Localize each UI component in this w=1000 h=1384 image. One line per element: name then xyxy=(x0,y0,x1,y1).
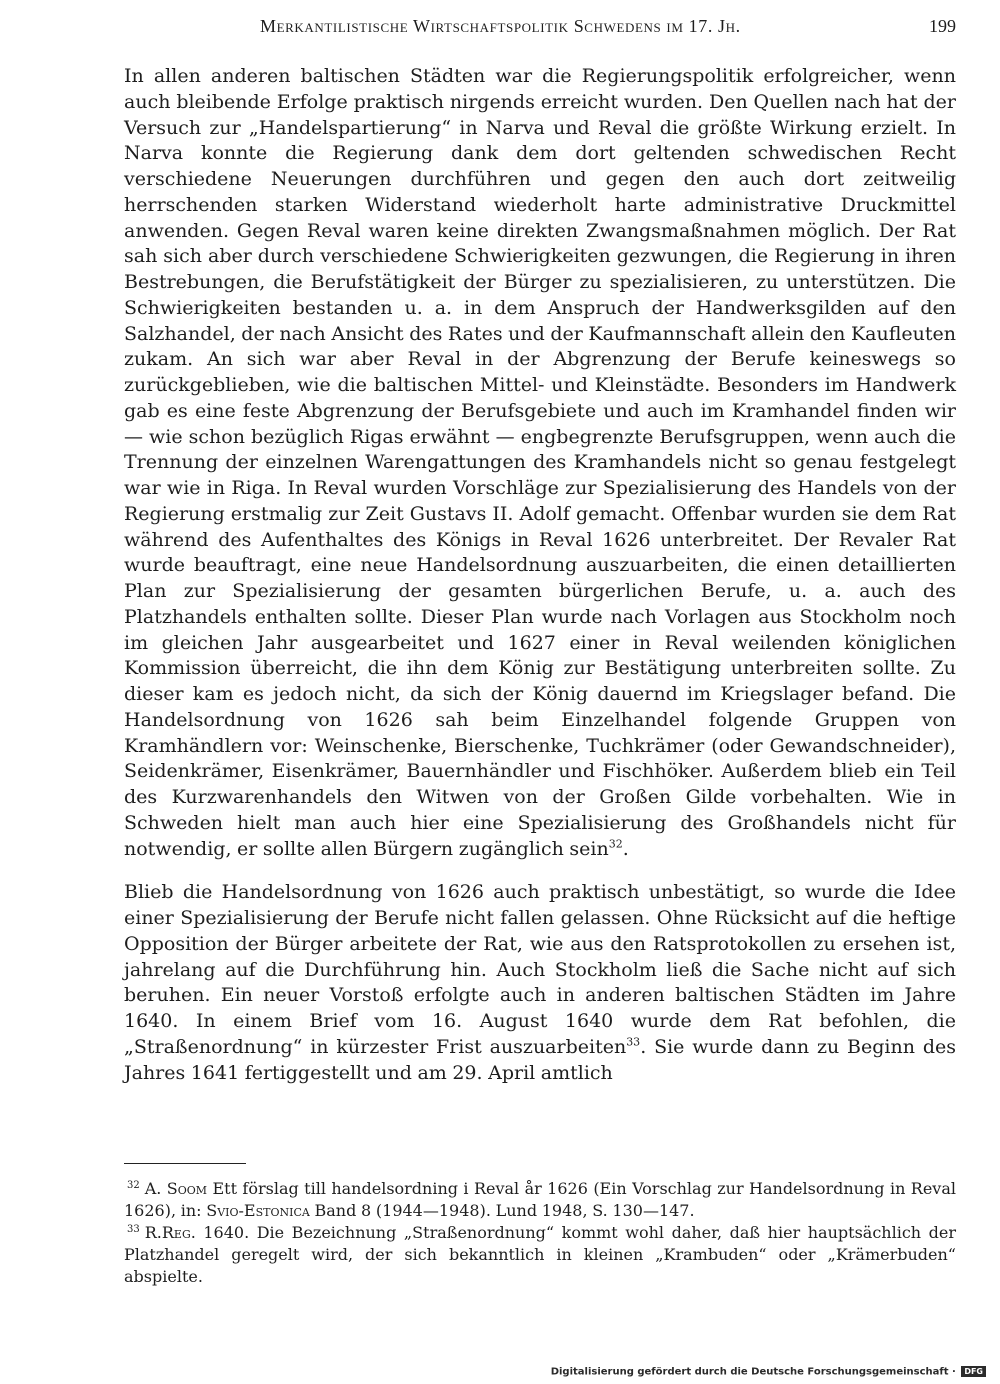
paragraph-2-text-b: Sie wurde dann zu Beginn des Jahres 1641 fertiggestellt und am 29. April amtlich xyxy=(124,1035,956,1084)
footnote-33 xyxy=(124,1222,956,1288)
footnote-divider xyxy=(124,1163,246,1164)
footnote-text: 1640. Die Bezeichnung „Straßenordnung“ kommt wohl daher, daß hier hauptsächlich der Platzhandel geregelt wird, der sich bekanntlich in kleinen „Krambuden“ oder „Krämerbuden“ abspielte. xyxy=(124,1223,956,1286)
footnote-number: 32 xyxy=(127,1179,140,1191)
paragraph-2: Blieb die Handelsordnung von 1626 auch praktisch unbestätigt, so wurde die Idee einer Spezialisierung der Berufe nicht fallen gelassen. Ohne Rücksicht auf die heftige Opposition der Bürger arbeitete der Rat, wie aus den Ratsprotokollen zu ersehen ist, jahrelang auf die Durchführung hin. Auch Stockholm ließ die Sache nicht auf sich beruhen. Ein neuer Vorstoß erfolgte auch in anderen baltischen Städten im Jahre 1640. In einem Brief vom 16. August 1640 wurde dem Rat befohlen, die „Straßenordnung“ in kürzester Frist auszuarbeiten$^{33}$. Sie wurde dann zu Beginn des Jahres 1641 fertiggestellt und am 29. April amtlich xyxy=(124,881,956,1084)
footnote-32 xyxy=(124,1178,956,1222)
footnote-series: Svio-Estonica xyxy=(206,1201,310,1220)
digitization-credit xyxy=(551,1366,986,1378)
paragraph-1-text: In allen anderen baltischen Städten war die Regierungspolitik erfolgreicher, wenn auch bleibende Erfolge praktisch nirgends erreicht wurden. Den Quellen nach hat der Versuch zur „Handelspartierung“ in Narva und Reval die größte Wirkung erzielt. In Narva konnte die Regierung dank dem dort geltenden schwedischen Recht verschiedene Neuerungen durchführen und gegen den auch dort zeitweilig herrschenden starken Widerstand wiederholt harte administrative Druckmittel anwenden. Gegen Reval waren keine direkten Zwangsmaßnahmen möglich. Der Rat sah sich aber durch verschiedene Schwierigkeiten gezwungen, die Regierung in ihren Bestrebungen, die Berufstätigkeit der Bürger zu spezialisieren, zu unterstützen. Die Schwierigkeiten bestanden u. a. in dem Anspruch der Handwerksgilden auf den Salzhandel, der nach Ansicht des Rates und der Kaufmannschaft allein den Kaufleuten zukam. An sich war aber Reval in der Abgrenzung der Berufe keineswegs so zurückgeblieben, wie die baltischen Mittel- und Kleinstädte. Besonders im Handwerk gab es eine feste Abgrenzung der Berufsgebiete und auch im Kramhandel finden wir — wie schon bezüglich Rigas erwähnt — engbegrenzte Berufsgruppen, wenn auch die Trennung der einzelnen Warengattungen des Kramhandels nicht so genau festgelegt war wie in Riga. In Reval wurden Vorschläge zur Spezialisierung des Handels von der Regierung erstmalig zur Zeit Gustavs II. Adolf gemacht. Offenbar wurden sie dem Rat während des Aufenthaltes des Königs in Reval 1626 unterbreitet. Der Revaler Rat wurde beauftragt, eine neue Handelsordnung auszuarbeiten, die einen detaillierten Plan zur Spezialisierung der gesamten bürgerlichen Berufe, u. a. auch des Platzhandels enthalten sollte. Dieser Plan wurde nach Vorlagen aus Stockholm noch im gleichen Jahr ausgearbeitet und 1627 einer in Reval weilenden königlichen Kommission überreicht, die ihn dem König zur Bestätigung unterbreiten sollte. Zu dieser kam es jedoch nicht, da sich der König dauernd im Kriegslager befand. Die Handelsordnung von 1626 sah beim Einzelhandel folgende Gruppen von Kramhändlern vor: Weinschenke, Bierschenke, Tuchkrämer (oder Gewandschneider), Seidenkrämer, Eisenkrämer, Bauernhändler und Fischhöker. Außerdem blieb ein Teil des Kurzwarenhandels den Witwen von der Großen Gilde vorbehalten. Wie in Schweden hielt man auch hier eine Spezialisierung des Großhandels nicht für notwendig, er sollte allen Bürgern zugänglich sein xyxy=(124,65,956,860)
footnote-author: A. Soom xyxy=(144,1179,208,1198)
paragraph-2-text-a: Blieb die Handelsordnung von 1626 auch praktisch unbestätigt, so wurde die Idee einer Spezialisierung der Berufe nicht fallen gelassen. Ohne Rücksicht auf die heftige Opposition der Bürger arbeitete der Rat, wie aus den Ratsprotokollen zu ersehen ist, jahrelang auf die Durchführung hin. Auch Stockholm ließ die Sache nicht auf sich beruhen. Ein neuer Vorstoß erfolgte auch in anderen baltischen Städten im Jahre 1640. In einem Brief vom 16. August 1640 wurde dem Rat befohlen, die „Straßenordnung“ in kürzester Frist auszuarbeiten xyxy=(124,881,956,1058)
footnote-text: Ett förslag till handelsordning i Reval år 1626 (Ein Vorschlag zur Handelsordnung in Reval 1626), in: xyxy=(124,1179,956,1220)
footnote-source: R.Reg. xyxy=(144,1223,196,1242)
footnote-text: Band 8 (1944—1948). Lund 1948, S. 130—147. xyxy=(309,1201,695,1220)
footnote-number: 33 xyxy=(127,1223,140,1235)
running-header xyxy=(124,16,956,46)
paragraph-1-end: . xyxy=(622,837,629,860)
main-text xyxy=(124,64,956,1086)
footnote-ref-33: 33 xyxy=(626,1035,641,1049)
dfg-logo: DFG xyxy=(961,1366,986,1377)
footnotes xyxy=(124,1178,956,1288)
running-title: Merkantilistische Wirtschaftspolitik Schwedens im 17. Jh. xyxy=(260,16,741,36)
paragraph-1 xyxy=(124,64,956,862)
credit-text: Digitalisierung gefördert durch die Deutsche Forschungsgemeinschaft · xyxy=(550,1366,956,1378)
footnote-ref-32: 32 xyxy=(608,837,623,851)
page-number: 199 xyxy=(929,16,956,36)
